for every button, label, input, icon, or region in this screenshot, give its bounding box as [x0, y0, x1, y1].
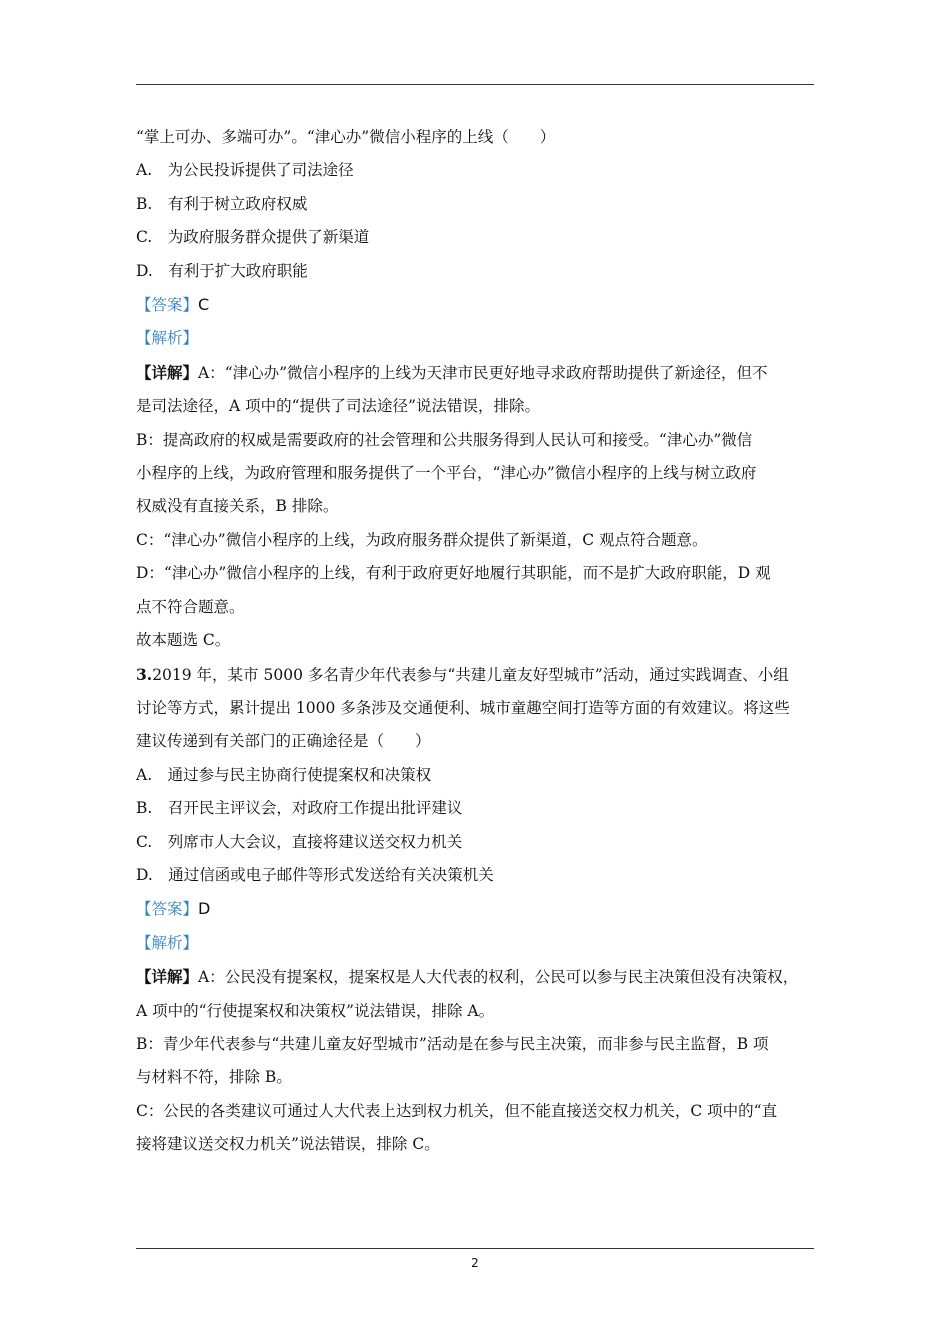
header-rule — [136, 84, 814, 85]
q3-option-c: C. 列席市人大会议，直接将建议送交权力机关 — [136, 832, 463, 851]
question-number: 3. — [136, 664, 153, 684]
answer-tag: 【答案】 — [136, 296, 199, 315]
q3-stem-line: 建议传递到有关部门的正确途径是（ ） — [136, 732, 431, 751]
q2-detail-line: 点不符合题意。 — [136, 597, 245, 616]
detail-tag: 【详解】 — [136, 967, 199, 987]
answer-value: C — [198, 295, 210, 315]
q2-detail-line: D：“津心办”微信小程序的上线，有利于政府更好地履行其职能，而不是扩大政府职能，D 观 — [136, 564, 771, 583]
page-number: 2 — [471, 1256, 479, 1270]
q2-detail-line: 权威没有直接关系，B 排除。 — [136, 497, 339, 516]
q3-analysis — [136, 927, 816, 960]
q2-option-c: C. 为政府服务群众提供了新渠道 — [136, 228, 370, 247]
q3-detail-line: 与材料不符，排除 B。 — [136, 1068, 292, 1087]
q3-stem — [136, 658, 816, 692]
answer-tag: 【答案】 — [136, 900, 199, 919]
q2-option-a: A. 为公民投诉提供了司法途径 — [136, 161, 354, 180]
q3-option-d: D. 通过信函或电子邮件等形式发送给有关决策机关 — [136, 865, 494, 884]
q3-answer — [136, 892, 816, 926]
page-content — [136, 121, 816, 1162]
q2-detail-line: 是司法途径，A 项中的“提供了司法途径”说法错误，排除。 — [136, 397, 540, 416]
q3-detail-line: B：青少年代表参与“共建儿童友好型城市”活动是在参与民主决策，而非参与民主监督，B 项 — [136, 1034, 769, 1053]
q2-conclusion: 故本题选 C。 — [136, 631, 231, 650]
analysis-tag: 【解析】 — [136, 933, 199, 952]
q2-detail-line: B：提高政府的权威是需要政府的社会管理和公共服务得到人民认可和接受。“津心办”微信 — [136, 430, 753, 449]
detail-text: A：“津心办”微信小程序的上线为天津市民更好地寻求政府帮助提供了新途径，但不 — [198, 363, 768, 382]
footer-rule — [136, 1248, 814, 1249]
detail-text: A：公民没有提案权，提案权是人大代表的权利，公民可以参与民主决策但没有决策权， — [198, 968, 799, 987]
q2-analysis — [136, 322, 816, 355]
q2-option-b: B. 有利于树立政府权威 — [136, 194, 308, 213]
q2-detail-line — [136, 356, 816, 390]
q2-detail-line: 小程序的上线，为政府管理和服务提供了一个平台，“津心办”微信小程序的上线与树立政府 — [136, 464, 757, 483]
answer-value: D — [198, 899, 211, 919]
stem-text: 2019 年，某市 5000 多名青少年代表参与“共建儿童友好型城市”活动，通过实践调查、小组 — [152, 665, 789, 684]
q3-stem-line: 讨论等方式，累计提出 1000 多条涉及交通便利、城市童趣空间打造等方面的有效建议。将这些 — [136, 698, 790, 717]
q2-answer — [136, 288, 816, 322]
q2-stem-tail: “掌上可办、多端可办”。“津心办”微信小程序的上线（ ） — [136, 128, 556, 146]
detail-tag: 【详解】 — [136, 362, 199, 382]
q3-detail-line: C：公民的各类建议可通过人大代表上达到权力机关，但不能直接送交权力机关，C 项中的“直 — [136, 1101, 778, 1120]
q3-detail-line: A 项中的“行使提案权和决策权”说法错误，排除 A。 — [136, 1001, 495, 1020]
q3-detail-line: 接将建议送交权力机关”说法错误，排除 C。 — [136, 1135, 440, 1154]
q2-detail-line: C：“津心办”微信小程序的上线，为政府服务群众提供了新渠道，C 观点符合题意。 — [136, 530, 708, 549]
analysis-tag: 【解析】 — [136, 329, 199, 348]
q2-option-d: D. 有利于扩大政府职能 — [136, 261, 308, 280]
q3-option-b: B. 召开民主评议会，对政府工作提出批评建议 — [136, 799, 463, 818]
q3-detail-line — [136, 960, 816, 994]
q3-option-a: A. 通过参与民主协商行使提案权和决策权 — [136, 765, 432, 784]
